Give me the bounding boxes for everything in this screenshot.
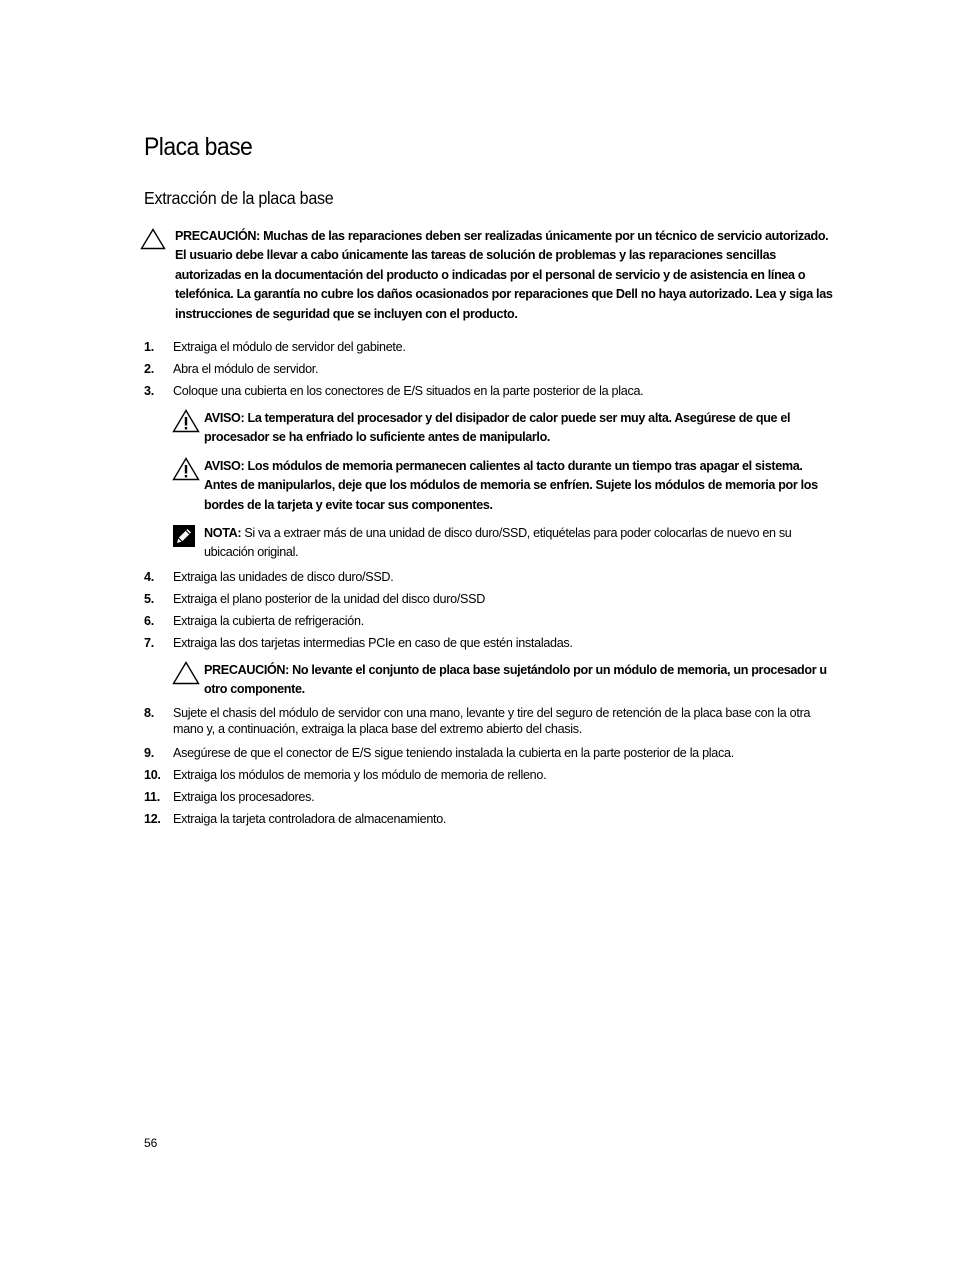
warning-1 bbox=[204, 409, 834, 448]
caution-2 bbox=[204, 661, 838, 700]
warning-exclamation-icon bbox=[172, 409, 200, 433]
caution-text: No levante el conjunto de placa base sujetándolo por un módulo de memoria, un procesador u otro componente. bbox=[204, 663, 827, 697]
step-text: Abra el módulo de servidor. bbox=[173, 362, 319, 376]
step-number: 11. bbox=[144, 790, 160, 804]
step-number: 9. bbox=[144, 746, 154, 760]
page-number: 56 bbox=[144, 1136, 158, 1150]
warning-exclamation-icon bbox=[172, 457, 200, 481]
caution-label: PRECAUCIÓN: bbox=[204, 663, 290, 677]
step-text: Extraiga el módulo de servidor del gabinete. bbox=[173, 340, 406, 354]
note-label: NOTA: bbox=[204, 526, 242, 540]
step-text: Extraiga las unidades de disco duro/SSD. bbox=[173, 570, 394, 584]
step-number: 2. bbox=[144, 362, 154, 376]
step-text: Sujete el chasis del módulo de servidor con una mano, levante y tire del seguro de retención de la placa base con la otra mano y, a continuación, extraiga la placa base del extremo abierto del chasis. bbox=[173, 706, 811, 736]
step-number: 10. bbox=[144, 768, 161, 782]
step-number: 1. bbox=[144, 340, 154, 354]
step-number: 5. bbox=[144, 592, 154, 606]
step-text: Extraiga los módulos de memoria y los módulo de memoria de relleno. bbox=[173, 768, 547, 782]
step-text: Extraiga la cubierta de refrigeración. bbox=[173, 614, 364, 628]
warning-2 bbox=[204, 457, 834, 515]
step-number: 6. bbox=[144, 614, 154, 628]
note-pencil-icon bbox=[173, 525, 195, 547]
main-caution bbox=[175, 227, 835, 324]
step-text: Extraiga los procesadores. bbox=[173, 790, 315, 804]
step-number: 4. bbox=[144, 570, 154, 584]
page-title: Placa base bbox=[144, 133, 253, 161]
step-text: Extraiga el plano posterior de la unidad del disco duro/SSD bbox=[173, 592, 486, 606]
step-text: Coloque una cubierta en los conectores de E/S situados en la parte posterior de la placa. bbox=[173, 384, 644, 398]
caution-text: Muchas de las reparaciones deben ser realizadas únicamente por un técnico de servicio autorizado. El usuario debe llevar a cabo únicamente las tareas de solución de problemas y las reparaciones sencillas autorizadas en la documentación del producto o indicadas por el personal de servicio y de asistencia en línea o telefónica. La garantía no cubre los daños ocasionados por reparaciones que Dell no haya autorizado. Lea y siga las instrucciones de seguridad que se incluyen con el producto. bbox=[175, 229, 833, 321]
section-title: Extracción de la placa base bbox=[144, 188, 334, 208]
step-text: Extraiga la tarjeta controladora de almacenamiento. bbox=[173, 812, 447, 826]
note-text: Si va a extraer más de una unidad de disco duro/SSD, etiquételas para poder colocarlas de nuevo en su ubicación original. bbox=[204, 526, 792, 560]
caution-label: PRECAUCIÓN: bbox=[175, 229, 261, 243]
step-number: 7. bbox=[144, 636, 154, 650]
step-text: Extraiga las dos tarjetas intermedias PCIe en caso de que estén instaladas. bbox=[173, 636, 573, 650]
warning-text: Los módulos de memoria permanecen calientes al tacto durante un tiempo tras apagar el sistema. Antes de manipularlos, deje que los módulos de memoria se enfríen. Sujete los módulos de memoria por los bordes de la tarjeta y evite tocar sus componentes. bbox=[204, 459, 818, 512]
warning-label: AVISO: bbox=[204, 459, 245, 473]
note-1 bbox=[204, 524, 834, 563]
warning-label: AVISO: bbox=[204, 411, 245, 425]
step-number: 12. bbox=[144, 812, 161, 826]
step-number: 3. bbox=[144, 384, 154, 398]
caution-triangle-icon bbox=[172, 661, 200, 685]
warning-text: La temperatura del procesador y del disipador de calor puede ser muy alta. Asegúrese de que el procesador se ha enfriado lo suficiente antes de manipularlo. bbox=[204, 411, 791, 445]
step-text: Asegúrese de que el conector de E/S sigue teniendo instalada la cubierta en la parte posterior de la placa. bbox=[173, 746, 734, 760]
step-number: 8. bbox=[144, 706, 154, 720]
caution-triangle-icon bbox=[140, 228, 166, 250]
